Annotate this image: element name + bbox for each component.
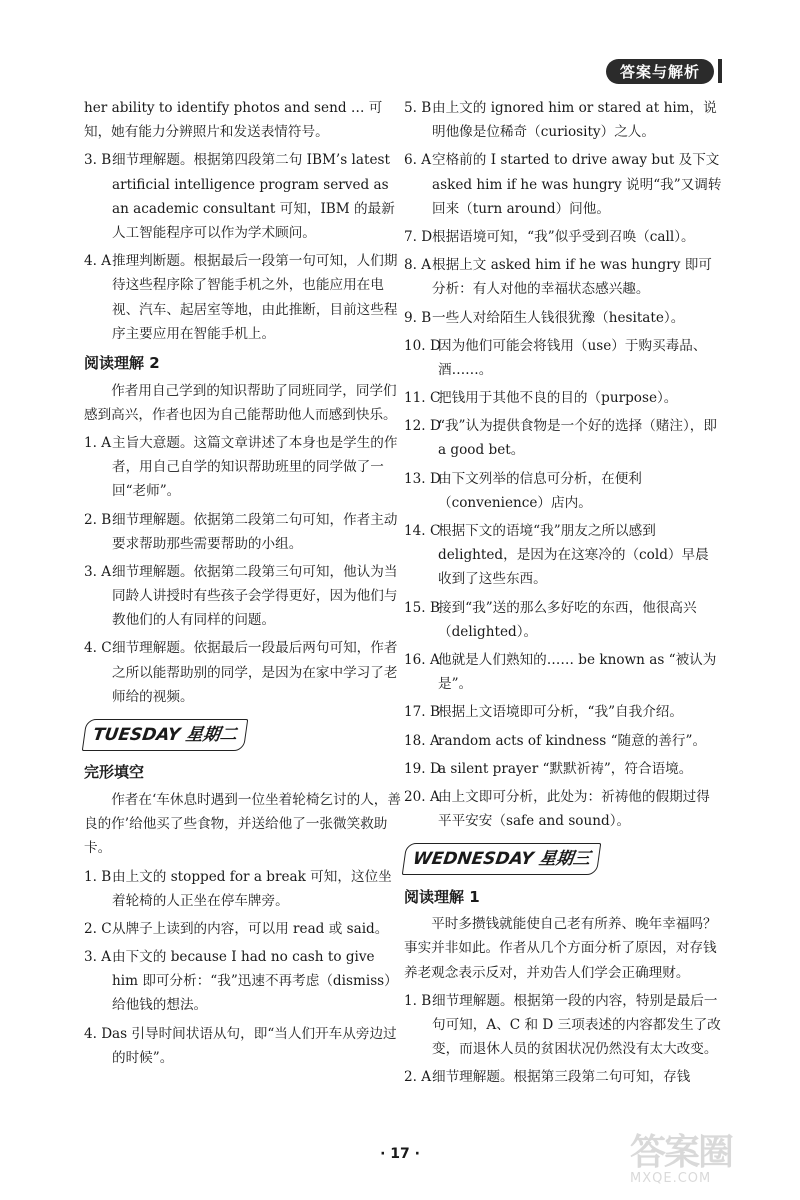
tuesday-heading: TUESDAY 星期二 <box>82 719 248 751</box>
answer-item: 3. A 由下文的 because I had no cash to give him 即可分析：“我”迅速不再考虑（dismiss）给他钱的想法。 <box>84 949 398 1014</box>
header-label: 答案与解析 <box>606 59 714 84</box>
answer-item: 4. A 推理判断题。根据最后一段第一句可知，人们期待这些程序除了智能手机之外，也能应用在电视、汽车、起居室等地，由此推断，目前这些程序主要应用在智能手机上。 <box>84 253 398 342</box>
reading2-summary: 作者用自己学到的知识帮助了同班同学，同学们感到高兴，作者也因为自己能帮助他人而感到快乐。 <box>84 382 397 423</box>
answer-item: 3. B 细节理解题。根据第四段第二句 IBM’s latest artificial intelligence program served as an academic consultant 可知，IBM 的最新人工智能程序可以作为学术顾问。 <box>84 152 395 241</box>
answer-item: 2. C 从牌子上读到的内容，可以用 read 或 said。 <box>84 920 389 937</box>
answer-item: 8. A 根据上文 asked him if he was hungry 即可分析：有人对他的幸福状态感兴趣。 <box>404 257 712 298</box>
reading2-title: 阅读理解 2 <box>84 353 160 372</box>
answer-item: 7. D 根据语境可知，“我”似乎受到召唤（call）。 <box>404 228 695 245</box>
page-number: · 17 · <box>380 1146 420 1162</box>
answer-item: 20. A 由上文即可分析，此处为：祈祷他的假期过得平平安安（safe and sound）。 <box>404 788 710 830</box>
answer-item: 12. D “我”认为提供食物是一个好的选择（赌注），即 a good bet。 <box>404 418 717 459</box>
answer-item: 1. B 细节理解题。根据第一段的内容，特别是最后一句可知，A、C 和 D 三项表述的内容都发生了改变，而退休人员的贫困状况仍然没有太大改变。 <box>404 992 721 1058</box>
section-header-tag <box>606 58 722 84</box>
answer-item: 4. C 细节理解题。依据最后一段最后两句可知，作者之所以能帮助别的同学，是因为在家中学习了老师给的视频。 <box>84 640 398 705</box>
answer-item: 14. C 根据下文的语境“我”朋友之所以感到 delighted，是因为在这寒冷的（cold）早晨收到了这些东西。 <box>404 523 709 588</box>
answer-item: 15. B 接到“我”送的那么多好吃的东西，他很高兴（delighted）。 <box>404 599 697 640</box>
answer-item: 10. D 因为他们可能会将钱用（use）于购买毒品、酒……。 <box>404 337 707 378</box>
answer-item: 19. D a silent prayer “默默祈祷”，符合语境。 <box>404 760 693 777</box>
reading1-summary: 平时多攒钱就能使自己老有所养、晚年幸福吗？事实并非如此。作者从几个方面分析了原因，对存钱养老观念表示反对，并劝告人们学会正确理财。 <box>404 916 717 981</box>
answer-item: 3. A 细节理解题。依据第二段第三句可知，他认为当同龄人讲授时有些孩子会学得更好，因为他们与教他们的人有同样的问题。 <box>84 563 398 629</box>
answer-item: 2. B 细节理解题。依据第二段第二句可知，作者主动要求帮助那些需要帮助的小组。 <box>84 511 398 552</box>
header-bar <box>718 59 722 83</box>
answer-item: 1. B 由上文的 stopped for a break 可知，这位坐着轮椅的人正坐在停车牌旁。 <box>84 868 392 909</box>
answer-item: 17. B 根据上文语境即可分析，“我”自我介绍。 <box>404 704 683 721</box>
cloze-title: 完形填空 <box>84 763 145 782</box>
left-column <box>84 96 402 1074</box>
answer-item: 1. A 主旨大意题。这篇文章讲述了本身也是学生的作者，用自己自学的知识帮助班里的同学做了一回“老师”。 <box>84 434 398 500</box>
site-watermark: 答案圈 MXQE.COM <box>630 1132 733 1186</box>
answer-item: 4. D as 引导时间状语从句，即“当人们开车从旁边过的时候”。 <box>84 1025 397 1066</box>
intro-text: her ability to identify photos and send … 可知，她有能力分辨照片和发送表情符号。 <box>84 100 383 141</box>
answer-item: 18. A random acts of kindness “随意的善行”。 <box>404 732 707 749</box>
answer-item: 13. D 由下文列举的信息可分析，在便利（convenience）店内。 <box>404 470 642 511</box>
cloze-summary: 作者在‘车休息时遇到一位坐着轮椅乞讨的人，善良的作’给他买了些食物，并送给他了一张微笑救助卡。 <box>84 791 401 857</box>
answer-item: 6. A 空格前的 I started to drive away but 及下文 asked him if he was hungry 说明“我”又调转回来（turn around）问他。 <box>404 152 722 217</box>
reading1-title: 阅读理解 1 <box>404 887 480 906</box>
answer-item: 9. B 一些人对给陌生人钱很犹豫（hesitate）。 <box>404 309 685 326</box>
right-column <box>404 96 722 1094</box>
answer-item: 5. B 由上文的 ignored him or stared at him，说明他像是位稀奇（curiosity）之人。 <box>404 100 717 141</box>
answer-item: 2. A 细节理解题。根据第三段第二句可知，存钱 <box>404 1069 691 1086</box>
wednesday-heading: WEDNESDAY 星期三 <box>402 843 602 875</box>
answer-item: 11. C 把钱用于其他不良的目的（purpose）。 <box>404 390 678 407</box>
answer-item: 16. A 他就是人们熟知的…… be known as “被认为是”。 <box>404 651 717 693</box>
